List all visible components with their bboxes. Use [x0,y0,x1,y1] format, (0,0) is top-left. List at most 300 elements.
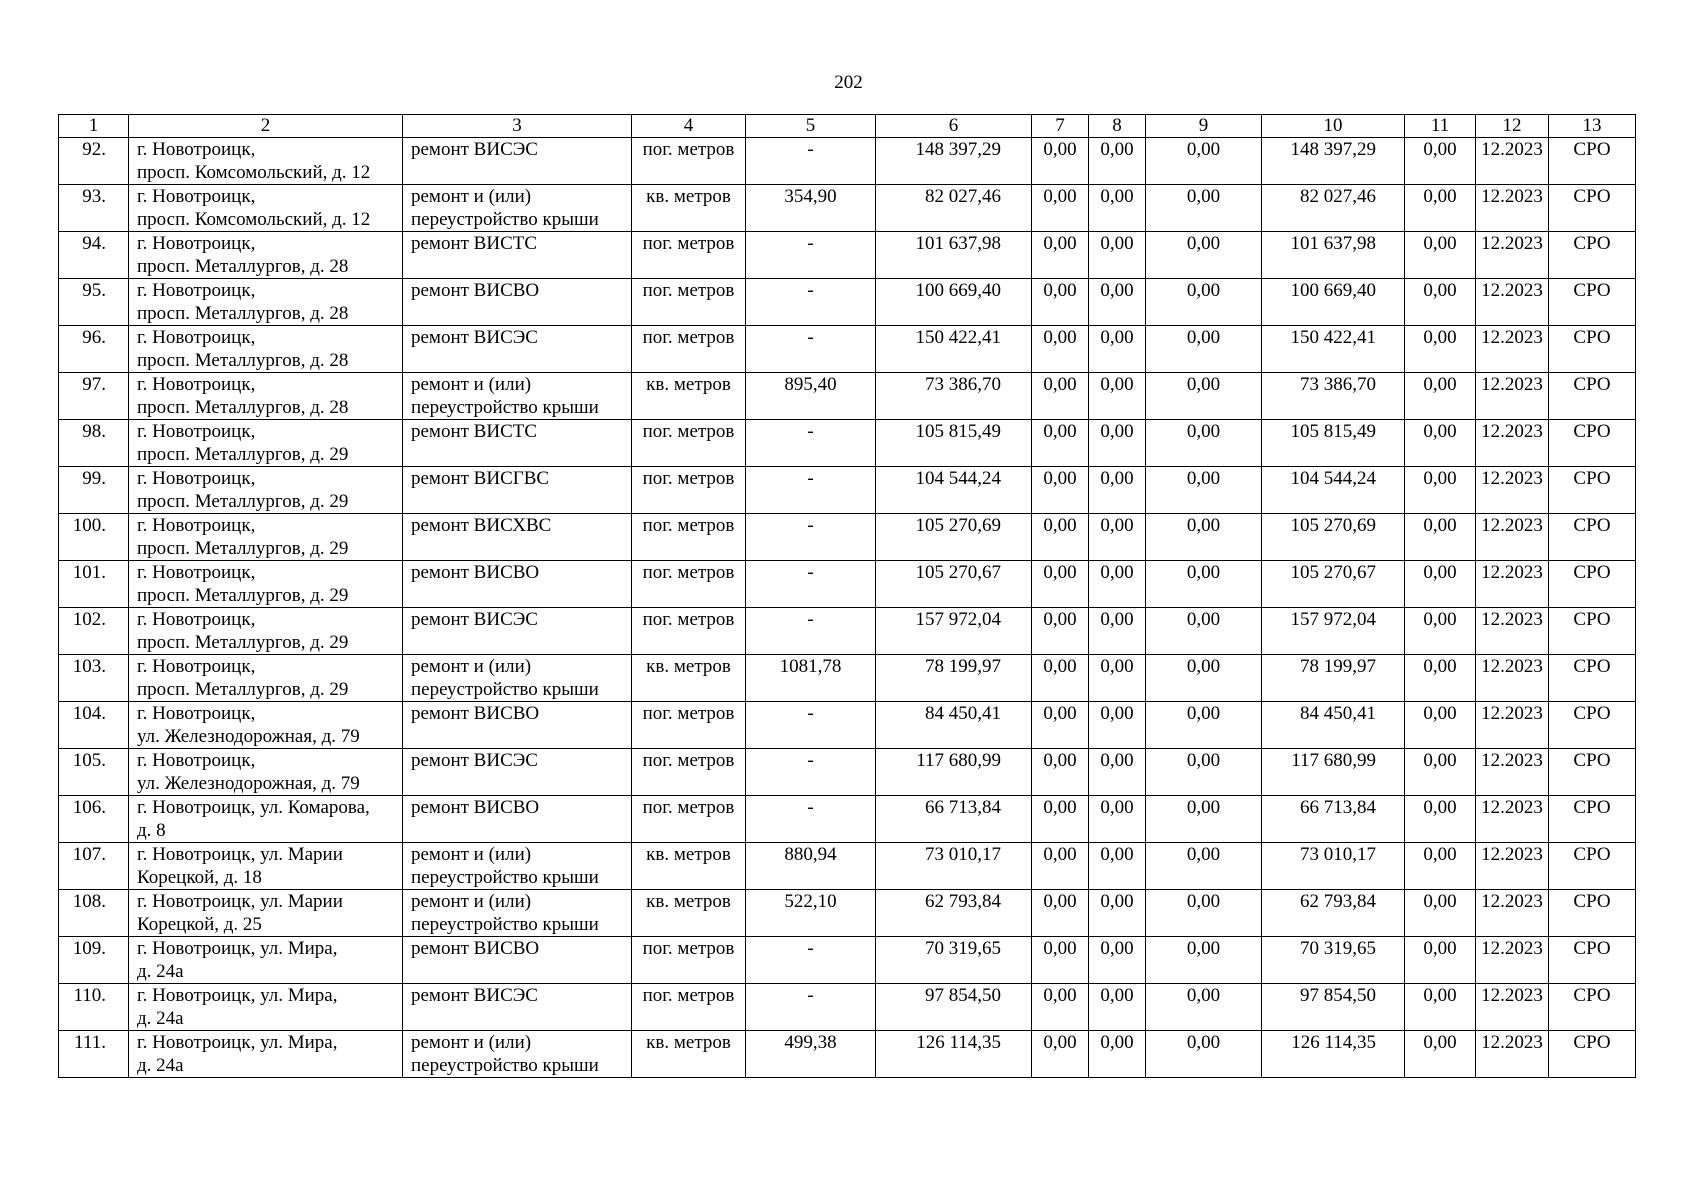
address-line-1: г. Новотроицк, ул. Комарова, [137,797,370,818]
col8-cell: 0,00 [1089,890,1146,937]
col9-cell: 0,00 [1146,185,1262,232]
unit-cell: пог. метров [632,467,746,514]
col11-cell: 0,00 [1405,937,1476,984]
row-number: 94. [59,232,129,279]
table-row [59,561,1636,608]
address-line-2: д. 8 [137,820,166,841]
volume-cell: - [746,749,876,796]
col11-cell: 0,00 [1405,514,1476,561]
operator-cell: СРО [1549,514,1636,561]
col10-cell: 105 270,67 [1262,561,1405,608]
table-row [59,514,1636,561]
address-cell [129,514,403,561]
col10-cell: 73 386,70 [1262,373,1405,420]
address-cell [129,937,403,984]
col8-cell: 0,00 [1089,655,1146,702]
volume-cell: 499,38 [746,1031,876,1078]
col9-cell: 0,00 [1146,326,1262,373]
address-line-1: г. Новотроицк, [137,233,256,254]
operator-cell: СРО [1549,890,1636,937]
table-row [59,373,1636,420]
col10-cell: 105 815,49 [1262,420,1405,467]
col7-cell: 0,00 [1032,796,1089,843]
col10-cell: 117 680,99 [1262,749,1405,796]
deadline-cell: 12.2023 [1476,843,1549,890]
address-cell [129,749,403,796]
work-type-cell: ремонт ВИСТС [403,232,632,279]
work-type-cell: ремонт ВИСЭС [403,138,632,185]
col7-cell: 0,00 [1032,467,1089,514]
deadline-cell: 12.2023 [1476,608,1549,655]
address-cell [129,890,403,937]
col7-cell: 0,00 [1032,843,1089,890]
operator-cell: СРО [1549,655,1636,702]
col9-cell: 0,00 [1146,608,1262,655]
volume-cell: - [746,796,876,843]
total-cost-cell: 73 386,70 [876,373,1032,420]
col10-cell: 84 450,41 [1262,702,1405,749]
header-row [59,115,1636,138]
work-type-cell: ремонт ВИСВО [403,702,632,749]
volume-cell: - [746,138,876,185]
col8-cell: 0,00 [1089,232,1146,279]
deadline-cell: 12.2023 [1476,796,1549,843]
col9-cell: 0,00 [1146,749,1262,796]
col9-cell: 0,00 [1146,890,1262,937]
address-line-2: ул. Железнодорожная, д. 79 [137,726,360,747]
col10-cell: 148 397,29 [1262,138,1405,185]
address-line-1: г. Новотроицк, [137,656,256,677]
address-line-1: г. Новотроицк, [137,327,256,348]
address-line-1: г. Новотроицк, ул. Мира, [137,985,338,1006]
work-type-cell: ремонт ВИСВО [403,279,632,326]
row-number: 106. [59,796,129,843]
col9-cell: 0,00 [1146,373,1262,420]
column-header-3: 3 [403,115,632,138]
unit-cell: кв. метров [632,655,746,702]
col10-cell: 126 114,35 [1262,1031,1405,1078]
address-line-1: г. Новотроицк, [137,468,256,489]
total-cost-cell: 105 270,69 [876,514,1032,561]
repair-plan-table [58,114,1636,1078]
address-line-1: г. Новотроицк, [137,750,256,771]
col8-cell: 0,00 [1089,1031,1146,1078]
col9-cell: 0,00 [1146,467,1262,514]
col10-cell: 101 637,98 [1262,232,1405,279]
address-line-2: просп. Металлургов, д. 29 [137,444,349,465]
address-cell [129,420,403,467]
col7-cell: 0,00 [1032,514,1089,561]
col9-cell: 0,00 [1146,138,1262,185]
operator-cell: СРО [1549,937,1636,984]
volume-cell: - [746,937,876,984]
total-cost-cell: 105 815,49 [876,420,1032,467]
address-line-2: просп. Металлургов, д. 28 [137,303,349,324]
column-header-5: 5 [746,115,876,138]
work-type-cell: ремонт и (или) переустройство крыши [403,373,632,420]
table-row [59,279,1636,326]
col9-cell: 0,00 [1146,279,1262,326]
work-type-cell: ремонт ВИСВО [403,561,632,608]
col11-cell: 0,00 [1405,984,1476,1031]
deadline-cell: 12.2023 [1476,420,1549,467]
address-line-1: г. Новотроицк, ул. Мира, [137,1032,338,1053]
work-type-cell: ремонт ВИСХВС [403,514,632,561]
col8-cell: 0,00 [1089,796,1146,843]
column-header-11: 11 [1405,115,1476,138]
row-number: 95. [59,279,129,326]
deadline-cell: 12.2023 [1476,232,1549,279]
col7-cell: 0,00 [1032,326,1089,373]
address-line-1: г. Новотроицк, [137,139,256,160]
unit-cell: пог. метров [632,514,746,561]
address-line-2: Корецкой, д. 25 [137,914,262,935]
deadline-cell: 12.2023 [1476,749,1549,796]
deadline-cell: 12.2023 [1476,373,1549,420]
col7-cell: 0,00 [1032,561,1089,608]
row-number: 108. [59,890,129,937]
unit-cell: пог. метров [632,138,746,185]
address-cell [129,608,403,655]
col9-cell: 0,00 [1146,984,1262,1031]
col11-cell: 0,00 [1405,608,1476,655]
address-line-2: просп. Металлургов, д. 29 [137,538,349,559]
col10-cell: 70 319,65 [1262,937,1405,984]
col11-cell: 0,00 [1405,749,1476,796]
work-type-cell: ремонт ВИСЭС [403,984,632,1031]
total-cost-cell: 104 544,24 [876,467,1032,514]
address-line-1: г. Новотроицк, [137,280,256,301]
operator-cell: СРО [1549,561,1636,608]
col7-cell: 0,00 [1032,1031,1089,1078]
table-row [59,937,1636,984]
address-line-1: г. Новотроицк, [137,374,256,395]
row-number: 103. [59,655,129,702]
table-body [59,138,1636,1078]
unit-cell: кв. метров [632,373,746,420]
deadline-cell: 12.2023 [1476,138,1549,185]
deadline-cell: 12.2023 [1476,185,1549,232]
column-header-6: 6 [876,115,1032,138]
col7-cell: 0,00 [1032,232,1089,279]
col8-cell: 0,00 [1089,608,1146,655]
col11-cell: 0,00 [1405,1031,1476,1078]
operator-cell: СРО [1549,138,1636,185]
col7-cell: 0,00 [1032,138,1089,185]
address-line-2: просп. Металлургов, д. 29 [137,491,349,512]
work-type-cell: ремонт ВИСВО [403,796,632,843]
row-number: 105. [59,749,129,796]
col11-cell: 0,00 [1405,373,1476,420]
address-line-1: г. Новотроицк, [137,186,256,207]
table-row [59,890,1636,937]
volume-cell: 522,10 [746,890,876,937]
total-cost-cell: 150 422,41 [876,326,1032,373]
col10-cell: 150 422,41 [1262,326,1405,373]
col11-cell: 0,00 [1405,185,1476,232]
address-line-2: Корецкой, д. 18 [137,867,262,888]
address-cell [129,185,403,232]
operator-cell: СРО [1549,326,1636,373]
table-row [59,984,1636,1031]
total-cost-cell: 101 637,98 [876,232,1032,279]
volume-cell: - [746,326,876,373]
address-cell [129,138,403,185]
col8-cell: 0,00 [1089,185,1146,232]
total-cost-cell: 100 669,40 [876,279,1032,326]
col9-cell: 0,00 [1146,702,1262,749]
address-line-1: г. Новотроицк, [137,515,256,536]
row-number: 96. [59,326,129,373]
col11-cell: 0,00 [1405,890,1476,937]
col7-cell: 0,00 [1032,937,1089,984]
deadline-cell: 12.2023 [1476,1031,1549,1078]
total-cost-cell: 97 854,50 [876,984,1032,1031]
col7-cell: 0,00 [1032,749,1089,796]
col11-cell: 0,00 [1405,796,1476,843]
col11-cell: 0,00 [1405,232,1476,279]
col8-cell: 0,00 [1089,702,1146,749]
work-type-cell: ремонт и (или) переустройство крыши [403,890,632,937]
column-header-12: 12 [1476,115,1549,138]
col7-cell: 0,00 [1032,890,1089,937]
address-cell [129,326,403,373]
address-line-2: просп. Комсомольский, д. 12 [137,162,371,183]
row-number: 104. [59,702,129,749]
col11-cell: 0,00 [1405,279,1476,326]
col8-cell: 0,00 [1089,420,1146,467]
address-line-2: д. 24а [137,1008,184,1029]
deadline-cell: 12.2023 [1476,937,1549,984]
total-cost-cell: 105 270,67 [876,561,1032,608]
col8-cell: 0,00 [1089,373,1146,420]
col7-cell: 0,00 [1032,185,1089,232]
unit-cell: пог. метров [632,984,746,1031]
operator-cell: СРО [1549,420,1636,467]
unit-cell: пог. метров [632,279,746,326]
address-cell [129,1031,403,1078]
unit-cell: кв. метров [632,890,746,937]
table-row [59,1031,1636,1078]
col9-cell: 0,00 [1146,655,1262,702]
volume-cell: - [746,514,876,561]
table-row [59,420,1636,467]
col8-cell: 0,00 [1089,138,1146,185]
col8-cell: 0,00 [1089,514,1146,561]
col10-cell: 97 854,50 [1262,984,1405,1031]
address-cell [129,467,403,514]
total-cost-cell: 84 450,41 [876,702,1032,749]
volume-cell: - [746,984,876,1031]
volume-cell: - [746,608,876,655]
work-type-cell: ремонт и (или) переустройство крыши [403,185,632,232]
col9-cell: 0,00 [1146,420,1262,467]
total-cost-cell: 70 319,65 [876,937,1032,984]
address-line-1: г. Новотроицк, [137,609,256,630]
col10-cell: 157 972,04 [1262,608,1405,655]
col9-cell: 0,00 [1146,232,1262,279]
unit-cell: пог. метров [632,420,746,467]
col9-cell: 0,00 [1146,796,1262,843]
col7-cell: 0,00 [1032,279,1089,326]
col9-cell: 0,00 [1146,561,1262,608]
address-line-1: г. Новотроицк, [137,421,256,442]
deadline-cell: 12.2023 [1476,984,1549,1031]
col9-cell: 0,00 [1146,514,1262,561]
address-cell [129,796,403,843]
col11-cell: 0,00 [1405,561,1476,608]
address-line-2: просп. Металлургов, д. 29 [137,679,349,700]
address-line-1: г. Новотроицк, ул. Марии [137,844,343,865]
table-row [59,326,1636,373]
work-type-cell: ремонт ВИСГВС [403,467,632,514]
table-row [59,232,1636,279]
deadline-cell: 12.2023 [1476,279,1549,326]
column-header-13: 13 [1549,115,1636,138]
col8-cell: 0,00 [1089,561,1146,608]
col9-cell: 0,00 [1146,1031,1262,1078]
total-cost-cell: 126 114,35 [876,1031,1032,1078]
unit-cell: пог. метров [632,796,746,843]
table-row [59,655,1636,702]
address-line-2: просп. Металлургов, д. 29 [137,632,349,653]
volume-cell: - [746,467,876,514]
operator-cell: СРО [1549,373,1636,420]
row-number: 110. [59,984,129,1031]
address-cell [129,843,403,890]
operator-cell: СРО [1549,749,1636,796]
row-number: 109. [59,937,129,984]
address-cell [129,232,403,279]
row-number: 98. [59,420,129,467]
operator-cell: СРО [1549,467,1636,514]
table-row [59,749,1636,796]
column-header-7: 7 [1032,115,1089,138]
address-line-1: г. Новотроицк, ул. Марии [137,891,343,912]
col11-cell: 0,00 [1405,467,1476,514]
table-row [59,796,1636,843]
total-cost-cell: 62 793,84 [876,890,1032,937]
col7-cell: 0,00 [1032,373,1089,420]
operator-cell: СРО [1549,702,1636,749]
operator-cell: СРО [1549,279,1636,326]
address-cell [129,373,403,420]
unit-cell: пог. метров [632,232,746,279]
operator-cell: СРО [1549,608,1636,655]
column-header-8: 8 [1089,115,1146,138]
work-type-cell: ремонт и (или) переустройство крыши [403,655,632,702]
row-number: 101. [59,561,129,608]
deadline-cell: 12.2023 [1476,326,1549,373]
column-header-9: 9 [1146,115,1262,138]
work-type-cell: ремонт ВИСВО [403,937,632,984]
address-line-1: г. Новотроицк, [137,703,256,724]
work-type-cell: ремонт ВИСЭС [403,608,632,655]
col7-cell: 0,00 [1032,608,1089,655]
work-type-cell: ремонт и (или) переустройство крыши [403,843,632,890]
col10-cell: 100 669,40 [1262,279,1405,326]
col11-cell: 0,00 [1405,843,1476,890]
column-header-4: 4 [632,115,746,138]
col11-cell: 0,00 [1405,420,1476,467]
unit-cell: кв. метров [632,1031,746,1078]
address-line-2: просп. Металлургов, д. 28 [137,256,349,277]
col7-cell: 0,00 [1032,984,1089,1031]
work-type-cell: ремонт ВИСЭС [403,326,632,373]
row-number: 97. [59,373,129,420]
col8-cell: 0,00 [1089,937,1146,984]
work-type-cell: ремонт ВИСЭС [403,749,632,796]
col9-cell: 0,00 [1146,937,1262,984]
row-number: 92. [59,138,129,185]
col10-cell: 62 793,84 [1262,890,1405,937]
table-row [59,843,1636,890]
column-header-1: 1 [59,115,129,138]
work-type-cell: ремонт и (или) переустройство крыши [403,1031,632,1078]
deadline-cell: 12.2023 [1476,890,1549,937]
row-number: 99. [59,467,129,514]
address-line-2: просп. Металлургов, д. 29 [137,585,349,606]
unit-cell: пог. метров [632,702,746,749]
address-cell [129,279,403,326]
operator-cell: СРО [1549,796,1636,843]
table-row [59,467,1636,514]
unit-cell: кв. метров [632,843,746,890]
col8-cell: 0,00 [1089,749,1146,796]
address-line-1: г. Новотроицк, [137,562,256,583]
table-row [59,185,1636,232]
address-cell [129,984,403,1031]
total-cost-cell: 148 397,29 [876,138,1032,185]
total-cost-cell: 66 713,84 [876,796,1032,843]
address-line-2: д. 24а [137,1055,184,1076]
col7-cell: 0,00 [1032,420,1089,467]
col10-cell: 73 010,17 [1262,843,1405,890]
table-row [59,702,1636,749]
volume-cell: 895,40 [746,373,876,420]
work-type-cell: ремонт ВИСТС [403,420,632,467]
col10-cell: 66 713,84 [1262,796,1405,843]
col8-cell: 0,00 [1089,326,1146,373]
deadline-cell: 12.2023 [1476,702,1549,749]
operator-cell: СРО [1549,1031,1636,1078]
row-number: 102. [59,608,129,655]
volume-cell: 1081,78 [746,655,876,702]
total-cost-cell: 157 972,04 [876,608,1032,655]
address-line-2: ул. Железнодорожная, д. 79 [137,773,360,794]
col10-cell: 105 270,69 [1262,514,1405,561]
col9-cell: 0,00 [1146,843,1262,890]
col11-cell: 0,00 [1405,326,1476,373]
page-number: 202 [834,72,863,93]
col8-cell: 0,00 [1089,843,1146,890]
col11-cell: 0,00 [1405,138,1476,185]
address-line-2: д. 24а [137,961,184,982]
address-line-1: г. Новотроицк, ул. Мира, [137,938,338,959]
operator-cell: СРО [1549,843,1636,890]
row-number: 107. [59,843,129,890]
column-header-10: 10 [1262,115,1405,138]
total-cost-cell: 117 680,99 [876,749,1032,796]
volume-cell: 354,90 [746,185,876,232]
col7-cell: 0,00 [1032,702,1089,749]
unit-cell: кв. метров [632,185,746,232]
operator-cell: СРО [1549,984,1636,1031]
volume-cell: - [746,561,876,608]
unit-cell: пог. метров [632,561,746,608]
total-cost-cell: 82 027,46 [876,185,1032,232]
col8-cell: 0,00 [1089,984,1146,1031]
